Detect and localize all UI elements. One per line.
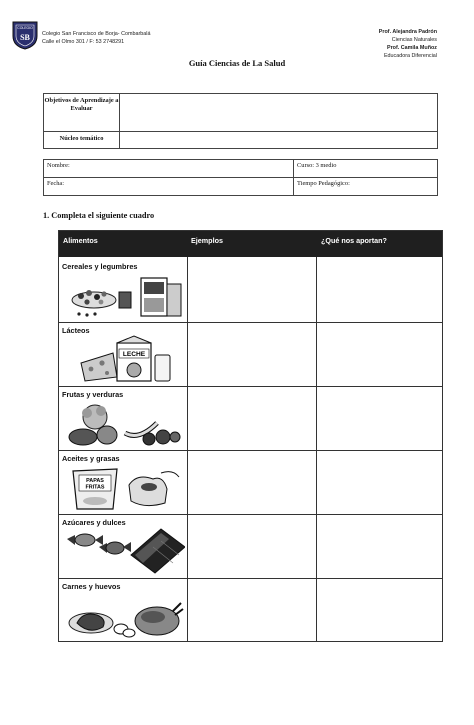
header-aportes: ¿Qué nos aportan? (321, 236, 387, 245)
objectives-field[interactable] (120, 94, 438, 132)
question-1: 1. Completa el siguiente cuadro (43, 211, 155, 220)
fruit-vegetables-icon (67, 401, 185, 447)
tiempo-field[interactable]: Tiempo Pedagógico: (294, 178, 438, 196)
objectives-table (43, 93, 438, 149)
chips-bag-icon (67, 465, 185, 511)
leche-badge: LECHE (122, 351, 146, 358)
subject: Ciencias Naturales (391, 37, 437, 43)
milk-carton-icon (77, 335, 182, 383)
food-label-cereales: Cereales y legumbres (62, 262, 138, 271)
curso-field[interactable]: Curso: 3 medio (294, 160, 438, 178)
logo-text: COLEGIO (17, 26, 33, 30)
school-address: Calle el Olmo 301 / F: 53 2748291 (42, 39, 125, 45)
food-label-azucares: Azúcares y dulces (62, 518, 126, 527)
teacher-info (379, 28, 437, 60)
svg-text:SB: SB (20, 33, 30, 42)
nucleo-label: Núcleo temático (44, 132, 120, 149)
food-label-carnes: Carnes y huevos (62, 582, 121, 591)
food-label-lacteos: Lácteos (62, 326, 90, 335)
school-name: Colegio San Francisco de Borja- Combarbalá (42, 31, 151, 37)
teacher-1: Prof. Alejandra Padrón (378, 29, 437, 35)
nucleo-field[interactable] (120, 132, 438, 149)
fecha-field[interactable]: Fecha: (44, 178, 294, 196)
nombre-field[interactable]: Nombre: (44, 160, 294, 178)
chocolate-bar-icon (65, 525, 185, 575)
food-table (58, 230, 443, 642)
header-alimentos: Alimentos (63, 236, 98, 245)
meat-chicken-icon (67, 593, 185, 639)
teacher-2: Prof. Camila Muñoz (386, 45, 437, 51)
teacher-role: Educadora Diferencial (383, 53, 437, 59)
food-label-frutas: Frutas y verduras (62, 390, 124, 399)
objectives-label: Objetivos de Aprendizaje a Evaluar (44, 94, 120, 132)
page-title: Guía Ciencias de La Salud (188, 58, 286, 68)
cereal-box-icon (69, 274, 187, 320)
food-table-header (59, 231, 442, 257)
food-label-aceites: Aceites y grasas (62, 454, 120, 463)
school-info (42, 30, 150, 46)
svg-text:FRITAS: FRITAS (85, 484, 105, 491)
header-ejemplos: Ejemplos (191, 236, 223, 245)
svg-text:PAPAS: PAPAS (86, 478, 104, 484)
student-info-table (43, 159, 438, 196)
school-logo (9, 18, 41, 50)
